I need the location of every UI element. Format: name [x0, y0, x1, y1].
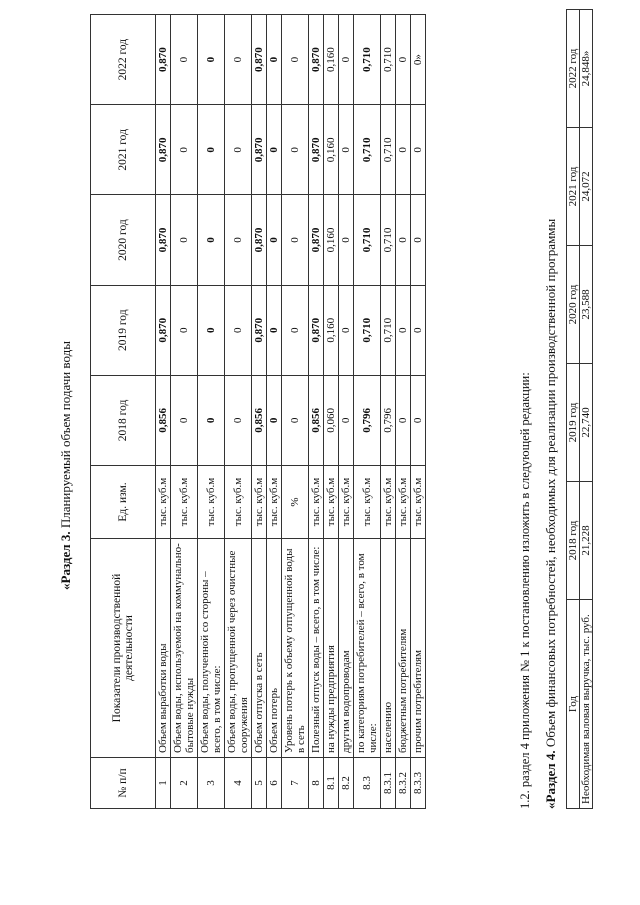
section3-heading — [58, 341, 74, 590]
unit-cell: тыс. куб.м — [354, 466, 381, 539]
row-number-cell: 7 — [282, 758, 309, 809]
indicator-name-cell: Уровень потерь к объему отпущенной воды в сеть — [282, 539, 309, 758]
value-cell-2022: 0,710 — [381, 15, 396, 105]
value-cell-2022: 0,870 — [309, 15, 324, 105]
value-cell-2019: 0,160 — [324, 285, 339, 375]
value-cell-2022: 0 — [396, 15, 411, 105]
table-row — [252, 15, 267, 809]
section4-heading-title: Объем финансовых потребностей, необходимых для реализации производственной программы — [543, 218, 558, 748]
value-cell-2022: 0 — [198, 15, 225, 105]
value-cell-2022: 0 — [225, 15, 252, 105]
unit-cell: тыс. куб.м — [156, 466, 171, 539]
value-cell-2018: 0,796 — [354, 375, 381, 465]
indicator-name-cell: Объем выработки воды — [156, 539, 171, 758]
value-cell-2019: 0,710 — [354, 285, 381, 375]
table-row — [396, 15, 411, 809]
unit-cell: тыс. куб.м — [171, 466, 198, 539]
table-row — [411, 15, 426, 809]
row-number-cell: 8.3.1 — [381, 758, 396, 809]
section4-heading — [543, 219, 559, 809]
value-cell-2019: 0,870 — [156, 285, 171, 375]
value-cell-2021: 0,870 — [309, 105, 324, 195]
indicator-name-cell: бюджетным потребителям — [396, 539, 411, 758]
value-cell-2019: 0,870 — [309, 285, 324, 375]
value-cell-2021: 0,160 — [324, 105, 339, 195]
col-header-2022: 2022 год — [91, 15, 156, 105]
table-row — [282, 15, 309, 809]
unit-cell: тыс. куб.м — [396, 466, 411, 539]
table-row — [225, 15, 252, 809]
value-cell-2022: 0 — [267, 15, 282, 105]
table-header-row — [91, 15, 156, 809]
water-supply-table — [90, 14, 426, 809]
section3-heading-title: Планируемый объем подачи воды — [58, 341, 73, 529]
section4-heading-number: «Раздел 4. — [543, 750, 558, 809]
indicator-name-cell: Объем отпуска в сеть — [252, 539, 267, 758]
value-cell-2018: 0 — [198, 375, 225, 465]
value-cell-2018: 0 — [267, 375, 282, 465]
value-cell-2020: 0,870 — [309, 195, 324, 285]
row-number-cell: 8.1 — [324, 758, 339, 809]
row-number-cell: 6 — [267, 758, 282, 809]
unit-cell: тыс. куб.м — [225, 466, 252, 539]
table-row — [339, 15, 354, 809]
value-cell-2021: 0,870 — [156, 105, 171, 195]
revenue-2021-cell: 24,072 — [580, 128, 593, 246]
revenue-label-cell: Необходимая валовая выручка, тыс. руб. — [580, 600, 593, 809]
value-cell-2021: 0 — [396, 105, 411, 195]
value-cell-2022: 0» — [411, 15, 426, 105]
table-row — [309, 15, 324, 809]
unit-cell: тыс. куб.м — [198, 466, 225, 539]
value-cell-2020: 0 — [339, 195, 354, 285]
value-cell-2018: 0 — [171, 375, 198, 465]
row-number-cell: 8.3.2 — [396, 758, 411, 809]
value-cell-2021: 0 — [411, 105, 426, 195]
year-label-cell: Год — [567, 600, 580, 809]
revenue-2022-cell: 24,848» — [580, 10, 593, 128]
value-cell-2019: 0 — [396, 285, 411, 375]
value-cell-2019: 0 — [198, 285, 225, 375]
value-cell-2018: 0 — [282, 375, 309, 465]
indicator-name-cell: Объем воды, пропущенной через очистные сооружения — [225, 539, 252, 758]
value-cell-2022: 0,870 — [252, 15, 267, 105]
value-cell-2021: 0,710 — [354, 105, 381, 195]
table-row — [198, 15, 225, 809]
value-cell-2021: 0 — [198, 105, 225, 195]
amendment-note: 1.2. раздел 4 приложения № 1 к постановлению изложить в следующей редакции: — [518, 372, 532, 809]
revenue-2020-cell: 23,588 — [580, 246, 593, 364]
value-cell-2020: 0,710 — [381, 195, 396, 285]
value-cell-2021: 0 — [267, 105, 282, 195]
table-header-row — [567, 10, 580, 809]
value-cell-2019: 0,870 — [252, 285, 267, 375]
row-number-cell: 1 — [156, 758, 171, 809]
year-2021-cell: 2021 год — [567, 128, 580, 246]
col-header-2020: 2020 год — [91, 195, 156, 285]
row-number-cell: 5 — [252, 758, 267, 809]
year-2022-cell: 2022 год — [567, 10, 580, 128]
year-2019-cell: 2019 год — [567, 364, 580, 482]
unit-cell: % — [282, 466, 309, 539]
financial-needs-table — [566, 9, 593, 809]
value-cell-2020: 0,870 — [252, 195, 267, 285]
unit-cell: тыс. куб.м — [267, 466, 282, 539]
unit-cell: тыс. куб.м — [309, 466, 324, 539]
unit-cell: тыс. куб.м — [324, 466, 339, 539]
value-cell-2021: 0 — [225, 105, 252, 195]
value-cell-2018: 0,856 — [309, 375, 324, 465]
value-cell-2019: 0,710 — [381, 285, 396, 375]
value-cell-2020: 0 — [225, 195, 252, 285]
unit-cell: тыс. куб.м — [411, 466, 426, 539]
value-cell-2021: 0,710 — [381, 105, 396, 195]
value-cell-2019: 0 — [282, 285, 309, 375]
value-cell-2021: 0 — [171, 105, 198, 195]
table-row — [354, 15, 381, 809]
table-row — [381, 15, 396, 809]
value-cell-2018: 0 — [225, 375, 252, 465]
col-header-indicator: Показатели производственной деятельности — [91, 539, 156, 758]
value-cell-2019: 0 — [339, 285, 354, 375]
indicator-name-cell: Полезный отпуск воды – всего, в том числе: — [309, 539, 324, 758]
value-cell-2021: 0 — [282, 105, 309, 195]
value-cell-2018: 0,856 — [252, 375, 267, 465]
table-row — [580, 10, 593, 809]
value-cell-2018: 0,796 — [381, 375, 396, 465]
value-cell-2020: 0,160 — [324, 195, 339, 285]
table-row — [156, 15, 171, 809]
value-cell-2020: 0,710 — [354, 195, 381, 285]
value-cell-2020: 0 — [396, 195, 411, 285]
row-number-cell: 8.3.3 — [411, 758, 426, 809]
value-cell-2020: 0 — [198, 195, 225, 285]
table-row — [171, 15, 198, 809]
value-cell-2021: 0 — [339, 105, 354, 195]
indicator-name-cell: населению — [381, 539, 396, 758]
value-cell-2020: 0,870 — [156, 195, 171, 285]
value-cell-2019: 0 — [411, 285, 426, 375]
unit-cell: тыс. куб.м — [381, 466, 396, 539]
unit-cell: тыс. куб.м — [252, 466, 267, 539]
value-cell-2022: 0,870 — [156, 15, 171, 105]
revenue-2018-cell: 21,228 — [580, 482, 593, 600]
col-header-2018: 2018 год — [91, 375, 156, 465]
value-cell-2022: 0 — [282, 15, 309, 105]
col-header-2021: 2021 год — [91, 105, 156, 195]
table-row — [267, 15, 282, 809]
year-2018-cell: 2018 год — [567, 482, 580, 600]
indicator-name-cell: прочим потребителям — [411, 539, 426, 758]
row-number-cell: 8 — [309, 758, 324, 809]
value-cell-2022: 0,160 — [324, 15, 339, 105]
indicator-name-cell: другим водопроводам — [339, 539, 354, 758]
year-2020-cell: 2020 год — [567, 246, 580, 364]
indicator-name-cell: по категориям потребителей – всего, в том числе: — [354, 539, 381, 758]
value-cell-2018: 0,856 — [156, 375, 171, 465]
value-cell-2019: 0 — [225, 285, 252, 375]
value-cell-2020: 0 — [411, 195, 426, 285]
value-cell-2020: 0 — [282, 195, 309, 285]
col-header-unit: Ед. изм. — [91, 466, 156, 539]
value-cell-2018: 0 — [339, 375, 354, 465]
value-cell-2019: 0 — [267, 285, 282, 375]
table-row — [324, 15, 339, 809]
row-number-cell: 8.3 — [354, 758, 381, 809]
indicator-name-cell: Объем воды, используемой на коммунально-бытовые нужды — [171, 539, 198, 758]
value-cell-2019: 0 — [171, 285, 198, 375]
value-cell-2018: 0,060 — [324, 375, 339, 465]
unit-cell: тыс. куб.м — [339, 466, 354, 539]
col-header-number: № п/п — [91, 758, 156, 809]
value-cell-2021: 0,870 — [252, 105, 267, 195]
section3-heading-number: «Раздел 3. — [58, 531, 73, 590]
col-header-2019: 2019 год — [91, 285, 156, 375]
indicator-name-cell: Объем потерь — [267, 539, 282, 758]
indicator-name-cell: Объем воды, полученной со стороны – всего, в том числе: — [198, 539, 225, 758]
value-cell-2020: 0 — [171, 195, 198, 285]
value-cell-2018: 0 — [396, 375, 411, 465]
row-number-cell: 8.2 — [339, 758, 354, 809]
value-cell-2020: 0 — [267, 195, 282, 285]
indicator-name-cell: на нужды предприятия — [324, 539, 339, 758]
row-number-cell: 2 — [171, 758, 198, 809]
row-number-cell: 3 — [198, 758, 225, 809]
revenue-2019-cell: 22,740 — [580, 364, 593, 482]
value-cell-2022: 0 — [339, 15, 354, 105]
value-cell-2022: 0 — [171, 15, 198, 105]
row-number-cell: 4 — [225, 758, 252, 809]
value-cell-2022: 0,710 — [354, 15, 381, 105]
value-cell-2018: 0 — [411, 375, 426, 465]
